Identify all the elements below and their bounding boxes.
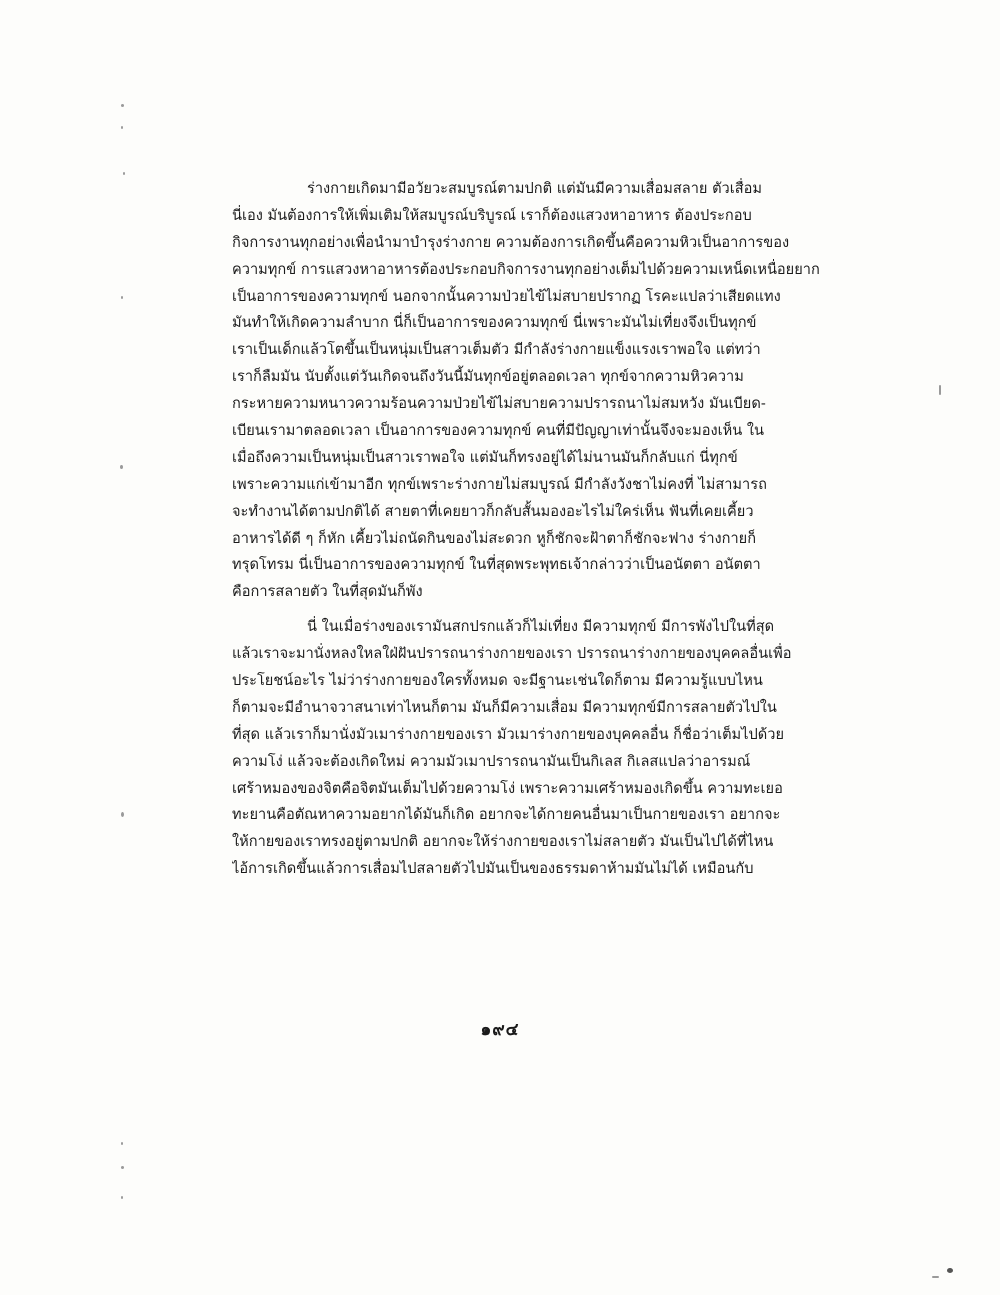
scan-speck — [121, 104, 124, 107]
text-line: ความโง่ แล้วจะต้องเกิดใหม่ ความมัวเมาปรารถนามันเป็นกิเลส กิเลสแปลว่าอารมณ์ — [232, 752, 751, 770]
body-text — [232, 176, 824, 883]
scan-speck — [121, 1196, 123, 1199]
text-line: เศร้าหมองของจิตคือจิตมันเต็มไปด้วยความโง่ เพราะความเศร้าหมองเกิดขึ้น ความทะเยอ — [232, 779, 783, 797]
text-line: อาหารได้ดี ๆ ก็หัก เคี้ยวไม่ถนัดกินของไม่สะดวก หูก็ชักจะฝ้าตาก็ชักจะฟาง ร่างกายก็ — [232, 529, 757, 547]
scan-speck — [947, 1268, 953, 1273]
scan-speck — [121, 1166, 124, 1169]
text-line: คือการสลายตัว ในที่สุดมันก็พัง — [232, 583, 423, 601]
scan-speck — [121, 812, 124, 817]
text-line: ไอ้การเกิดขึ้นแล้วการเสื่อมไปสลายตัวไปมันเป็นของธรรมดาห้ามมันไม่ได้ เหมือนกับ — [232, 860, 754, 878]
text-line: ก็ตามจะมีอำนาจวาสนาเท่าไหนก็ตาม มันก็มีความเสื่อม มีความทุกข์มีการสลายตัวไปใน — [232, 698, 777, 716]
text-line: เป็นอาการของความทุกข์ นอกจากนั้นความป่วยไข้ไม่สบายปรากฏ โรคะแปลว่าเสียดแทง — [232, 287, 781, 305]
text-line: ทะยานคือตัณหาความอยากได้มันก็เกิด อยากจะได้กายคนอื่นมาเป็นกายของเรา อยากจะ — [232, 806, 781, 824]
text-line: ที่สุด แล้วเราก็มานั่งมัวเมาร่างกายของเรา มัวเมาร่างกายของบุคคลอื่น ก็ชื่อว่าเต็มไปด้วย — [232, 725, 784, 743]
scan-speck — [121, 126, 123, 129]
text-line: ประโยชน์อะไร ไม่ว่าร่างกายของใครทั้งหมด จะมีฐานะเช่นใดก็ตาม มีความรู้แบบไหน — [232, 672, 763, 690]
text-line: ให้กายของเราทรงอยู่ตามปกติ อยากจะให้ร่างกายของเราไม่สลายตัว มันเป็นไปได้ที่ไหน — [232, 833, 774, 851]
text-line: เมื่อถึงความเป็นหนุ่มเป็นสาวเราพอใจ แต่มันก็ทรงอยู่ได้ไม่นานมันก็กลับแก่ นี่ทุกข์ — [232, 448, 738, 466]
text-line: ความทุกข์ การแสวงหาอาหารต้องประกอบกิจการงานทุกอย่างเต็มไปด้วยความเหน็ดเหนื่อยยาก — [232, 260, 820, 278]
text-line: เราก็ลืมมัน นับตั้งแต่วันเกิดจนถึงวันนี้มันทุกข์อยู่ตลอดเวลา ทุกข์จากความหิวความ — [232, 368, 744, 386]
text-line: เบียนเรามาตลอดเวลา เป็นอาการของความทุกข์ คนที่มีปัญญาเท่านั้นจึงจะมองเห็น ใน — [232, 422, 764, 440]
scan-speck — [121, 1142, 123, 1145]
text-line: กระหายความหนาวความร้อนความป่วยไข้ไม่สบายความปรารถนาไม่สมหวัง มันเบียด- — [232, 395, 766, 413]
paragraph-2 — [232, 614, 824, 883]
paragraph-1 — [232, 176, 824, 606]
text-line: แล้วเราจะมานั่งหลงใหลใฝ่ฝันปรารถนาร่างกายของเรา ปรารถนาร่างกายของบุคคลอื่นเพื่อ — [232, 645, 792, 663]
text-line: นี่ ในเมื่อร่างของเรามันสกปรกแล้วก็ไม่เที่ยง มีความทุกข์ มีการพังไปในที่สุด — [307, 618, 775, 636]
text-line: จะทำงานได้ตามปกติได้ สายตาที่เคยยาวก็กลับสั้นมองอะไรไม่ใคร่เห็น ฟันที่เคยเคี้ยว — [232, 502, 754, 520]
text-line: ทรุดโทรม นี่เป็นอาการของความทุกข์ ในที่สุดพระพุทธเจ้ากล่าวว่าเป็นอนัตตา อนัตตา — [232, 556, 761, 574]
text-line: นี่เอง มันต้องการให้เพิ่มเติมให้สมบูรณ์บริบูรณ์ เราก็ต้องแสวงหาอาหาร ต้องประกอบ — [232, 206, 752, 224]
text-line: เพราะความแก่เข้ามาอีก ทุกข์เพราะร่างกายไม่สมบูรณ์ มีกำลังวังชาไม่คงที่ ไม่สามารถ — [232, 475, 767, 493]
page-number: ๑๙๔ — [480, 1020, 520, 1040]
scan-speck — [120, 465, 123, 469]
scan-speck — [123, 172, 125, 175]
scan-speck — [121, 296, 123, 299]
text-line: ร่างกายเกิดมามีอวัยวะสมบูรณ์ตามปกติ แต่มันมีความเสื่อมสลาย ตัวเสื่อม — [307, 180, 763, 197]
scan-speck — [939, 385, 941, 395]
text-line: เราเป็นเด็กแล้วโตขึ้นเป็นหนุ่มเป็นสาวเต็มตัว มีกำลังร่างกายแข็งแรงเราพอใจ แต่ทว่า — [232, 341, 761, 359]
scan-speck — [932, 1276, 939, 1278]
text-line: กิจการงานทุกอย่างเพื่อนำมาบำรุงร่างกาย ความต้องการเกิดขึ้นคือความหิวเป็นอาการของ — [232, 233, 790, 251]
text-line: มันทำให้เกิดความลำบาก นี่ก็เป็นอาการของความทุกข์ นี่เพราะมันไม่เที่ยงจึงเป็นทุกข์ — [232, 314, 757, 332]
